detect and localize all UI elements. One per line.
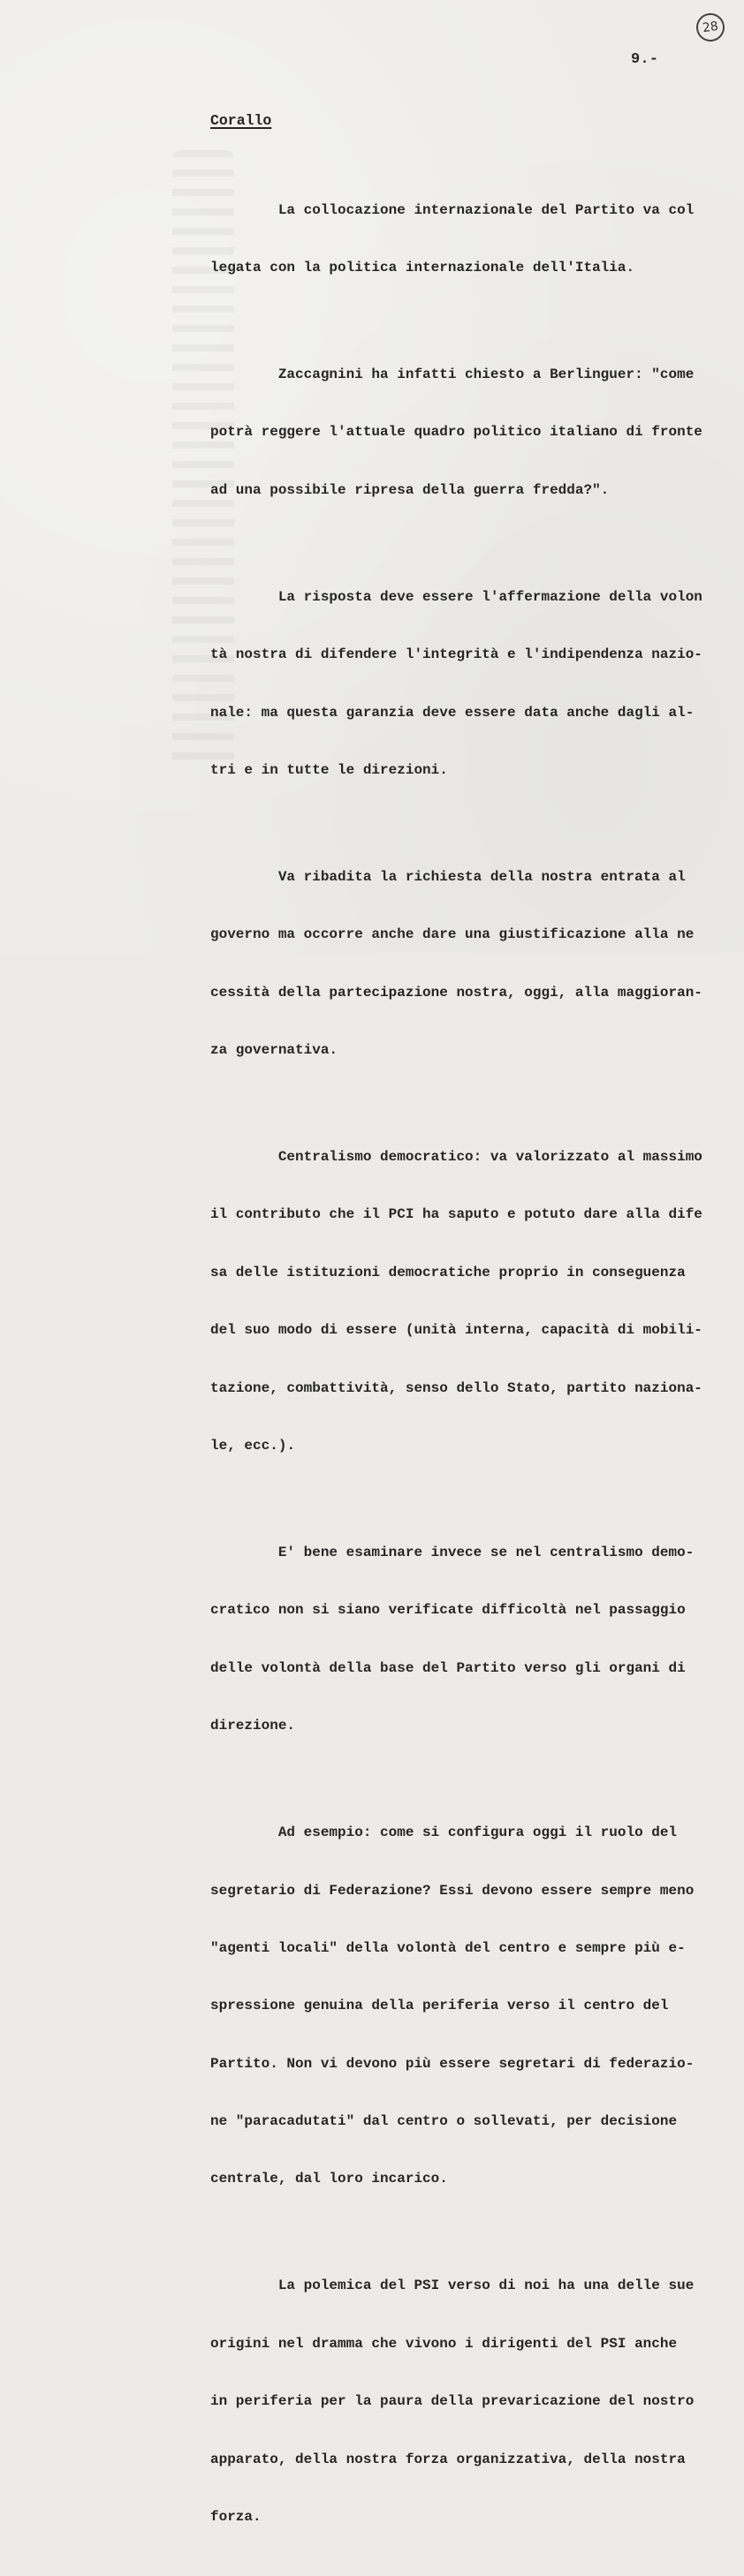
text-line: Partito. Non vi devono più essere segretari di federazio- [210,2055,695,2072]
text-line: del suo modo di essere (unità interna, capacità di mobili- [210,1322,702,1339]
page-stamp-number: 28 [702,19,719,36]
text-line: cessità della partecipazione nostra, oggi, alla maggioran- [210,984,702,1001]
paragraph [210,1109,718,1494]
text-line: potrà reggere l'attuale quadro politico italiano di fronte [210,424,702,441]
paragraph [210,327,718,539]
text-line: Ad esempio: come si configura oggi il ruolo del [210,1824,678,1841]
text-line: direzione. [210,1718,296,1734]
text-line: ne "paracadutati" dal centro o sollevati, per decisione [210,2113,678,2130]
text-line: apparato, della nostra forza organizzativa, della nostra [210,2451,686,2467]
text-line: centrale, dal loro incarico. [210,2171,448,2187]
text-line: segretario di Federazione? Essi devono essere sempre meno [210,1882,695,1899]
text-line: origini nel dramma che vivono i dirigenti del PSI anche [210,2335,678,2352]
paragraph [210,1505,718,1774]
paragraph [210,829,718,1099]
page-number: 9.- [631,51,659,68]
text-line: La risposta deve essere l'affermazione della volon [210,588,702,605]
text-line: Va ribadita la richiesta della nostra entrata al [210,868,686,885]
text-line: legata con la politica internazionale dell'Italia. [210,259,635,276]
text-line: forza. [210,2509,262,2526]
document-body [210,162,718,2576]
text-line: Zaccagnini ha infatti chiesto a Berlinguer: "come [210,366,695,382]
text-line: delle volontà della base del Partito verso gli organi di [210,1659,686,1676]
text-line: E' bene esaminare invece se nel centralismo demo- [210,1544,695,1560]
text-line: tà nostra di difendere l'integrità e l'indipendenza nazio- [210,646,702,663]
text-line: La polemica del PSI verso di noi ha una delle sue [210,2278,695,2294]
paragraph [210,549,718,819]
paragraph [210,1786,718,2228]
text-line: spressione genuina della periferia verso il centro del [210,1998,669,2014]
paragraph [210,162,718,316]
text-line: La collocazione internazionale del Partito va col [210,201,695,218]
page-stamp [695,11,726,43]
paragraph [210,2239,718,2566]
text-line: ad una possibile ripresa della guerra fredda?". [210,481,610,498]
text-line: governo ma occorre anche dare una giustificazione alla ne [210,926,695,943]
text-line: cratico non si siano verificate difficoltà nel passaggio [210,1602,686,1619]
text-line: in periferia per la paura della prevaricazione del nostro [210,2393,695,2410]
speaker-heading: Corallo [210,112,272,129]
text-line: "agenti locali" della volontà del centro e sempre più e- [210,1939,686,1956]
text-line: nale: ma questa garanzia deve essere data anche dagli al- [210,704,695,721]
text-line: Centralismo democratico: va valorizzato al massimo [210,1149,702,1166]
text-line: il contributo che il PCI ha saputo e potuto dare alla dife [210,1206,702,1223]
text-line: sa delle istituzioni democratiche proprio in conseguenza [210,1264,686,1280]
text-line: za governativa. [210,1042,338,1059]
text-line: tri e in tutte le direzioni. [210,761,448,778]
text-line: tazione, combattività, senso dello Stato, partito naziona- [210,1379,702,1396]
text-line: le, ecc.). [210,1438,296,1454]
